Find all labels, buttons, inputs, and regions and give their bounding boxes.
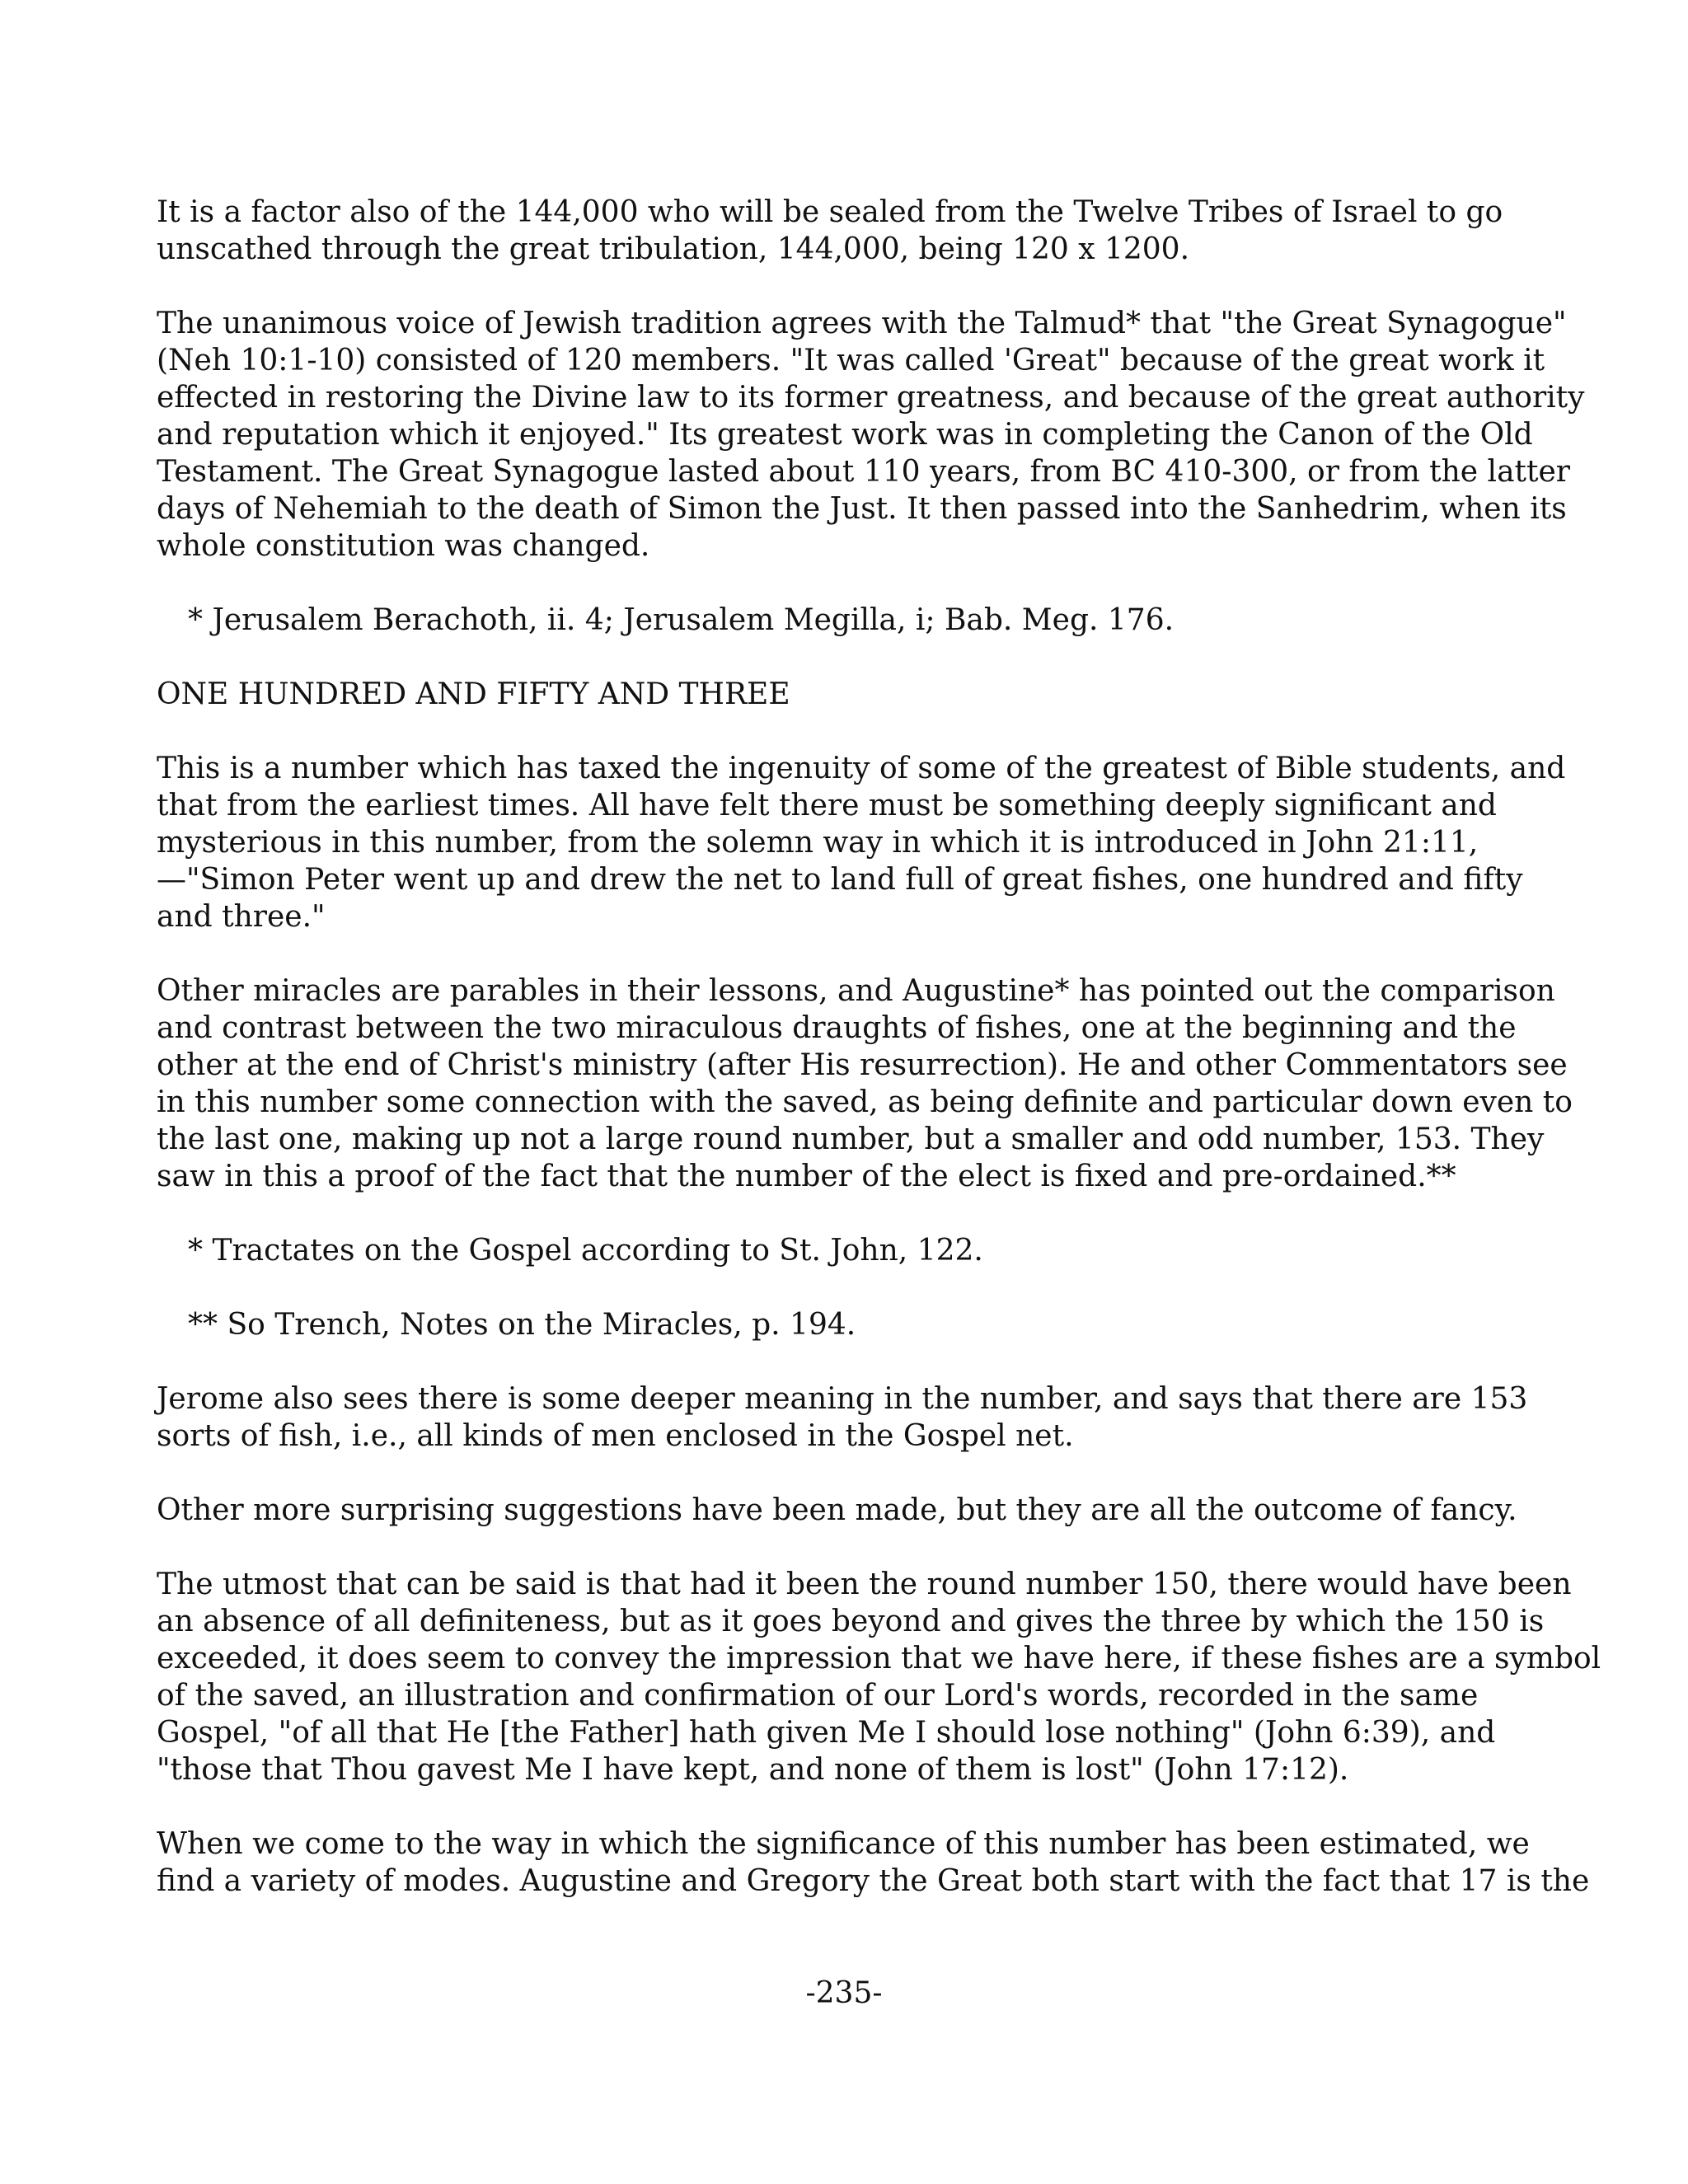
text-line: unscathed through the great tribulation, 144,000, being 120 x 1200. xyxy=(157,232,1190,266)
text-line: find a variety of modes. Augustine and Gregory the Great both start with the fact that 17 is the xyxy=(157,1864,1590,1898)
text-line: The utmost that can be said is that had it been the round number 150, there would have been xyxy=(157,1568,1572,1601)
paragraph xyxy=(157,1566,1601,1788)
paragraph xyxy=(157,750,1566,935)
text-line: the last one, making up not a large round number, but a smaller and odd number, 153. They xyxy=(157,1122,1545,1156)
text-line: ** So Trench, Notes on the Miracles, p. 194. xyxy=(188,1308,856,1342)
text-line: that from the earliest times. All have felt there must be something deeply significant and xyxy=(157,789,1497,823)
paragraph xyxy=(157,972,1573,1195)
text-line: in this number some connection with the saved, as being definite and particular down even to xyxy=(157,1085,1573,1119)
section-heading xyxy=(157,676,1541,713)
text-line: Gospel, "of all that He [the Father] hath given Me I should lose nothing" (John 6:39), and xyxy=(157,1716,1496,1750)
text-line: whole constitution was changed. xyxy=(157,529,650,563)
text-line: mysterious in this number, from the solemn way in which it is introduced in John 21:11, xyxy=(157,826,1479,860)
text-line: It is a factor also of the 144,000 who will be sealed from the Twelve Tribes of Israel to go xyxy=(157,195,1503,229)
text-line: This is a number which has taxed the ingenuity of some of the greatest of Bible students, and xyxy=(157,752,1566,785)
footnote xyxy=(157,1306,1541,1343)
text-line: * Tractates on the Gospel according to St. John, 122. xyxy=(188,1234,983,1268)
text-line: ONE HUNDRED AND FIFTY AND THREE xyxy=(157,677,790,711)
text-line: Other more surprising suggestions have been made, but they are all the outcome of fancy. xyxy=(157,1493,1517,1527)
text-line: "those that Thou gavest Me I have kept, and none of them is lost" (John 17:12). xyxy=(157,1753,1349,1787)
text-line: sorts of fish, i.e., all kinds of men enclosed in the Gospel net. xyxy=(157,1419,1074,1453)
text-line: exceeded, it does seem to convey the impression that we have here, if these fishes are a symbol xyxy=(157,1642,1601,1675)
paragraph xyxy=(157,1492,1541,1529)
text-line: saw in this a proof of the fact that the number of the elect is fixed and pre-ordained.** xyxy=(157,1160,1456,1193)
text-line: effected in restoring the Divine law to its former greatness, and because of the great authority xyxy=(157,381,1585,415)
text-line: and three." xyxy=(157,900,326,934)
text-line: When we come to the way in which the significance of this number has been estimated, we xyxy=(157,1827,1530,1861)
text-line: —"Simon Peter went up and drew the net to land full of great fishes, one hundred and fifty xyxy=(157,863,1523,897)
text-line: and contrast between the two miraculous draughts of fishes, one at the beginning and the xyxy=(157,1011,1517,1045)
document-page xyxy=(157,194,1601,1937)
text-line: an absence of all definiteness, but as it goes beyond and gives the three by which the 150 is xyxy=(157,1605,1545,1638)
paragraph xyxy=(157,1825,1590,1900)
text-line: Other miracles are parables in their lessons, and Augustine* has pointed out the comparison xyxy=(157,974,1555,1008)
paragraph xyxy=(157,305,1585,565)
text-line: * Jerusalem Berachoth, ii. 4; Jerusalem Megilla, i; Bab. Meg. 176. xyxy=(188,603,1175,637)
text-line: and reputation which it enjoyed." Its greatest work was in completing the Canon of the Old xyxy=(157,418,1533,452)
text-line: of the saved, an illustration and confirmation of our Lord's words, recorded in the same xyxy=(157,1679,1479,1713)
text-line: Jerome also sees there is some deeper meaning in the number, and says that there are 153 xyxy=(157,1382,1528,1416)
footnote xyxy=(157,602,1541,639)
paragraph xyxy=(157,194,1541,268)
text-line: Testament. The Great Synagogue lasted about 110 years, from BC 410-300, or from the latter xyxy=(157,455,1570,489)
text-line: (Neh 10:1-10) consisted of 120 members. "It was called 'Great" because of the great work it xyxy=(157,344,1545,377)
text-line: The unanimous voice of Jewish tradition agrees with the Talmud* that "the Great Synagogue" xyxy=(157,307,1567,340)
page-number: -235- xyxy=(805,1976,883,2010)
text-line: other at the end of Christ's ministry (after His resurrection). He and other Commentators see xyxy=(157,1048,1568,1082)
text-line: days of Nehemiah to the death of Simon the Just. It then passed into the Sanhedrim, when its xyxy=(157,492,1567,526)
footnote xyxy=(157,1232,1541,1269)
paragraph xyxy=(157,1380,1541,1455)
